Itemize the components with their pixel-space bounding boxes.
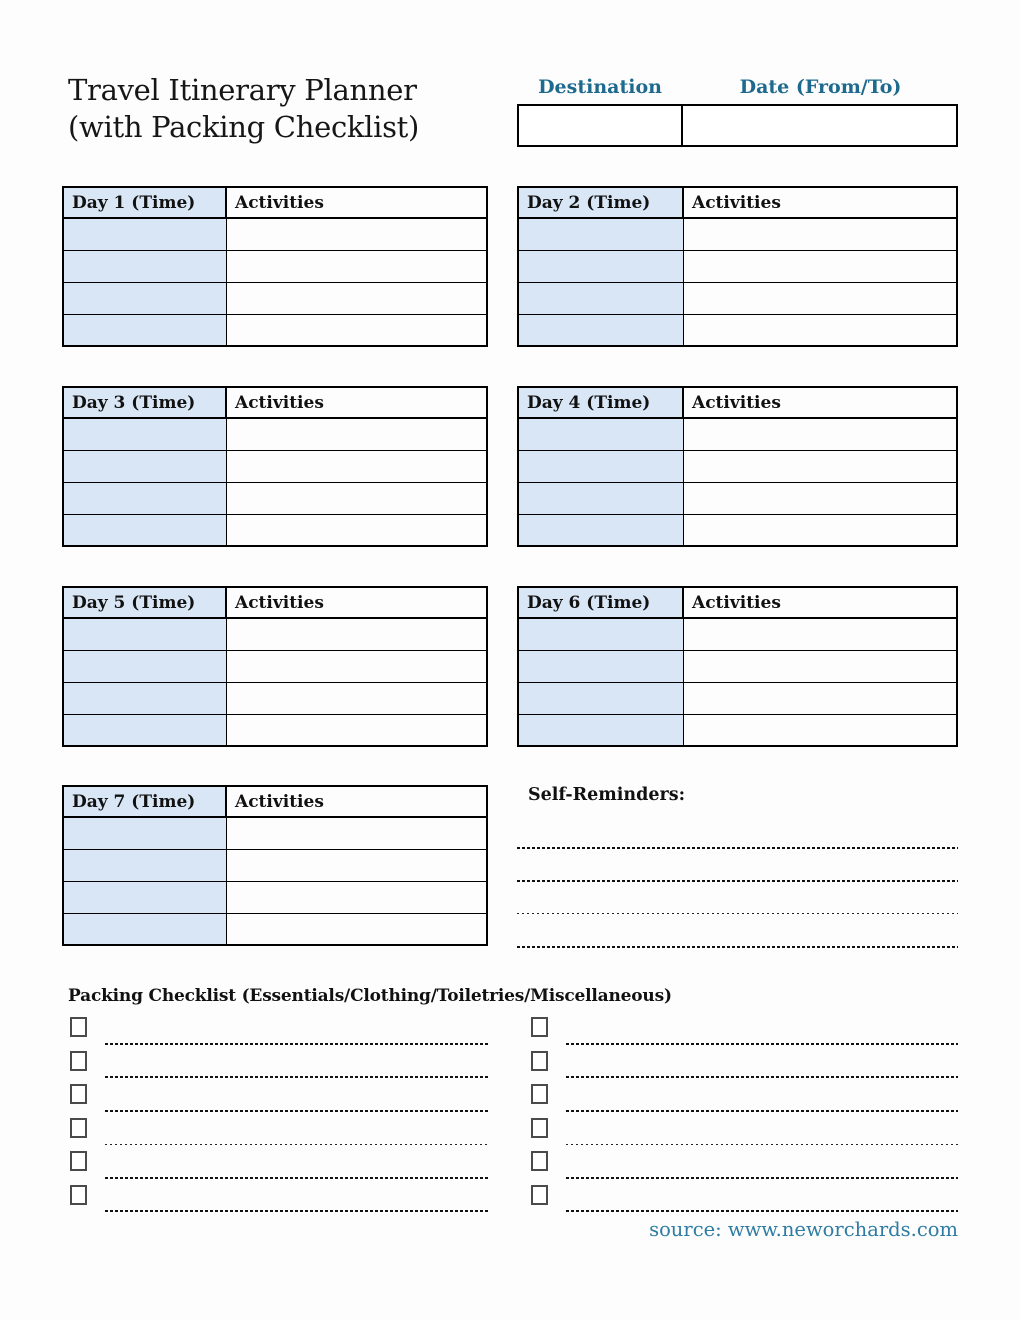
checkbox-icon[interactable] bbox=[70, 1051, 87, 1071]
checklist-item-row bbox=[68, 1048, 488, 1082]
reminder-line[interactable] bbox=[517, 847, 958, 849]
page-title bbox=[68, 72, 419, 146]
day-6-table bbox=[517, 586, 958, 747]
day-1-header: Day 1 (Time) bbox=[63, 187, 226, 218]
checklist-item-line[interactable] bbox=[105, 1144, 488, 1145]
checklist-item-row bbox=[68, 1115, 488, 1149]
checkbox-icon[interactable] bbox=[531, 1051, 548, 1071]
checkbox-icon[interactable] bbox=[531, 1017, 548, 1037]
packing-checklist-column-2 bbox=[529, 1014, 958, 1215]
checklist-item-line[interactable] bbox=[566, 1144, 958, 1145]
day-7-activity-cell[interactable] bbox=[226, 913, 487, 945]
day-3-activity-cell[interactable] bbox=[226, 482, 487, 514]
checkbox-icon[interactable] bbox=[70, 1084, 87, 1104]
day-6-time-cell[interactable] bbox=[518, 650, 683, 682]
day-7-time-cell[interactable] bbox=[63, 913, 226, 945]
day-6-time-cell[interactable] bbox=[518, 682, 683, 714]
reminder-line[interactable] bbox=[517, 913, 958, 914]
day-7-activity-cell[interactable] bbox=[226, 817, 487, 849]
checklist-item-row bbox=[529, 1182, 958, 1216]
day-5-activity-cell[interactable] bbox=[226, 682, 487, 714]
day-3-time-cell[interactable] bbox=[63, 482, 226, 514]
checklist-item-line[interactable] bbox=[105, 1210, 488, 1212]
checklist-item-row bbox=[529, 1115, 958, 1149]
day-5-time-cell[interactable] bbox=[63, 618, 226, 650]
day-1-activity-cell[interactable] bbox=[226, 250, 487, 282]
day-1-time-cell[interactable] bbox=[63, 218, 226, 250]
day-2-activity-cell[interactable] bbox=[683, 282, 957, 314]
day-4-activity-cell[interactable] bbox=[683, 450, 957, 482]
day-2-activity-cell[interactable] bbox=[683, 218, 957, 250]
day-1-time-cell[interactable] bbox=[63, 282, 226, 314]
day-6-activity-cell[interactable] bbox=[683, 618, 957, 650]
checkbox-icon[interactable] bbox=[531, 1151, 548, 1171]
day-5-time-cell[interactable] bbox=[63, 714, 226, 746]
self-reminders-label: Self-Reminders: bbox=[528, 785, 686, 805]
day-1-activity-cell[interactable] bbox=[226, 282, 487, 314]
day-4-activity-cell[interactable] bbox=[683, 418, 957, 450]
day-4-time-cell[interactable] bbox=[518, 450, 683, 482]
day-5-time-cell[interactable] bbox=[63, 650, 226, 682]
day-6-activity-cell[interactable] bbox=[683, 682, 957, 714]
day-7-activities-header: Activities bbox=[226, 786, 487, 817]
day-3-activities-header: Activities bbox=[226, 387, 487, 418]
checklist-item-line[interactable] bbox=[566, 1177, 958, 1179]
checklist-item-line[interactable] bbox=[105, 1076, 488, 1078]
day-5-activity-cell[interactable] bbox=[226, 714, 487, 746]
day-2-activity-cell[interactable] bbox=[683, 250, 957, 282]
day-7-time-cell[interactable] bbox=[63, 817, 226, 849]
checklist-item-row bbox=[68, 1182, 488, 1216]
checklist-item-row bbox=[529, 1081, 958, 1115]
checkbox-icon[interactable] bbox=[531, 1185, 548, 1205]
day-7-time-cell[interactable] bbox=[63, 849, 226, 881]
source-attribution: source: www.neworchards.com bbox=[649, 1218, 958, 1241]
day-2-activity-cell[interactable] bbox=[683, 314, 957, 346]
day-4-time-cell[interactable] bbox=[518, 514, 683, 546]
checkbox-icon[interactable] bbox=[70, 1151, 87, 1171]
day-7-table bbox=[62, 785, 488, 946]
day-2-time-cell[interactable] bbox=[518, 218, 683, 250]
day-1-activity-cell[interactable] bbox=[226, 314, 487, 346]
day-6-time-cell[interactable] bbox=[518, 714, 683, 746]
destination-field[interactable] bbox=[519, 106, 683, 145]
day-4-activities-header: Activities bbox=[683, 387, 957, 418]
day-2-time-cell[interactable] bbox=[518, 250, 683, 282]
packing-checklist-heading: Packing Checklist (Essentials/Clothing/Toiletries/Miscellaneous) bbox=[68, 986, 672, 1006]
day-4-activity-cell[interactable] bbox=[683, 482, 957, 514]
day-1-time-cell[interactable] bbox=[63, 250, 226, 282]
day-5-activities-header: Activities bbox=[226, 587, 487, 618]
page-title-line2: (with Packing Checklist) bbox=[68, 110, 420, 144]
destination-label: Destination bbox=[538, 76, 662, 98]
self-reminders-section bbox=[517, 785, 958, 955]
day-3-table bbox=[62, 386, 488, 547]
date-field[interactable] bbox=[683, 106, 956, 145]
checklist-item-line[interactable] bbox=[105, 1177, 488, 1179]
day-6-activities-header: Activities bbox=[683, 587, 957, 618]
day-4-activity-cell[interactable] bbox=[683, 514, 957, 546]
day-2-table bbox=[517, 186, 958, 347]
checklist-item-row bbox=[68, 1148, 488, 1182]
checklist-item-line[interactable] bbox=[566, 1076, 958, 1078]
day-3-time-cell[interactable] bbox=[63, 450, 226, 482]
checklist-item-line[interactable] bbox=[566, 1110, 958, 1112]
day-1-time-cell[interactable] bbox=[63, 314, 226, 346]
day-7-time-cell[interactable] bbox=[63, 881, 226, 913]
checklist-item-row bbox=[529, 1014, 958, 1048]
day-2-activities-header: Activities bbox=[683, 187, 957, 218]
day-5-time-cell[interactable] bbox=[63, 682, 226, 714]
checklist-item-row bbox=[529, 1148, 958, 1182]
day-3-activity-cell[interactable] bbox=[226, 514, 487, 546]
day-6-activity-cell[interactable] bbox=[683, 650, 957, 682]
day-4-table bbox=[517, 386, 958, 547]
checklist-item-line[interactable] bbox=[566, 1043, 958, 1045]
day-6-activity-cell[interactable] bbox=[683, 714, 957, 746]
day-4-header: Day 4 (Time) bbox=[518, 387, 683, 418]
day-6-header: Day 6 (Time) bbox=[518, 587, 683, 618]
day-5-table bbox=[62, 586, 488, 747]
checkbox-icon[interactable] bbox=[70, 1017, 87, 1037]
day-2-header: Day 2 (Time) bbox=[518, 187, 683, 218]
page-title-line1: Travel Itinerary Planner bbox=[68, 73, 417, 107]
day-4-time-cell[interactable] bbox=[518, 482, 683, 514]
packing-checklist-column-1 bbox=[68, 1014, 488, 1215]
day-3-activity-cell[interactable] bbox=[226, 450, 487, 482]
day-2-time-cell[interactable] bbox=[518, 282, 683, 314]
checkbox-icon[interactable] bbox=[70, 1118, 87, 1138]
day-7-activity-cell[interactable] bbox=[226, 881, 487, 913]
checkbox-icon[interactable] bbox=[70, 1185, 87, 1205]
checklist-item-line[interactable] bbox=[105, 1110, 488, 1112]
reminder-line[interactable] bbox=[517, 880, 958, 882]
checkbox-icon[interactable] bbox=[531, 1084, 548, 1104]
reminder-line[interactable] bbox=[517, 946, 958, 948]
day-3-time-cell[interactable] bbox=[63, 514, 226, 546]
day-3-header: Day 3 (Time) bbox=[63, 387, 226, 418]
checkbox-icon[interactable] bbox=[531, 1118, 548, 1138]
day-5-activity-cell[interactable] bbox=[226, 618, 487, 650]
day-4-time-cell[interactable] bbox=[518, 418, 683, 450]
day-3-time-cell[interactable] bbox=[63, 418, 226, 450]
day-7-header: Day 7 (Time) bbox=[63, 786, 226, 817]
checklist-item-line[interactable] bbox=[105, 1043, 488, 1045]
checklist-item-line[interactable] bbox=[566, 1210, 958, 1212]
day-6-time-cell[interactable] bbox=[518, 618, 683, 650]
checklist-item-row bbox=[68, 1081, 488, 1115]
trip-info-block bbox=[517, 76, 958, 147]
checklist-item-row bbox=[529, 1048, 958, 1082]
day-2-time-cell[interactable] bbox=[518, 314, 683, 346]
day-1-activity-cell[interactable] bbox=[226, 218, 487, 250]
day-1-table bbox=[62, 186, 488, 347]
day-1-activities-header: Activities bbox=[226, 187, 487, 218]
checklist-item-row bbox=[68, 1014, 488, 1048]
day-5-header: Day 5 (Time) bbox=[63, 587, 226, 618]
day-5-activity-cell[interactable] bbox=[226, 650, 487, 682]
day-3-activity-cell[interactable] bbox=[226, 418, 487, 450]
day-7-activity-cell[interactable] bbox=[226, 849, 487, 881]
date-label: Date (From/To) bbox=[739, 76, 902, 98]
